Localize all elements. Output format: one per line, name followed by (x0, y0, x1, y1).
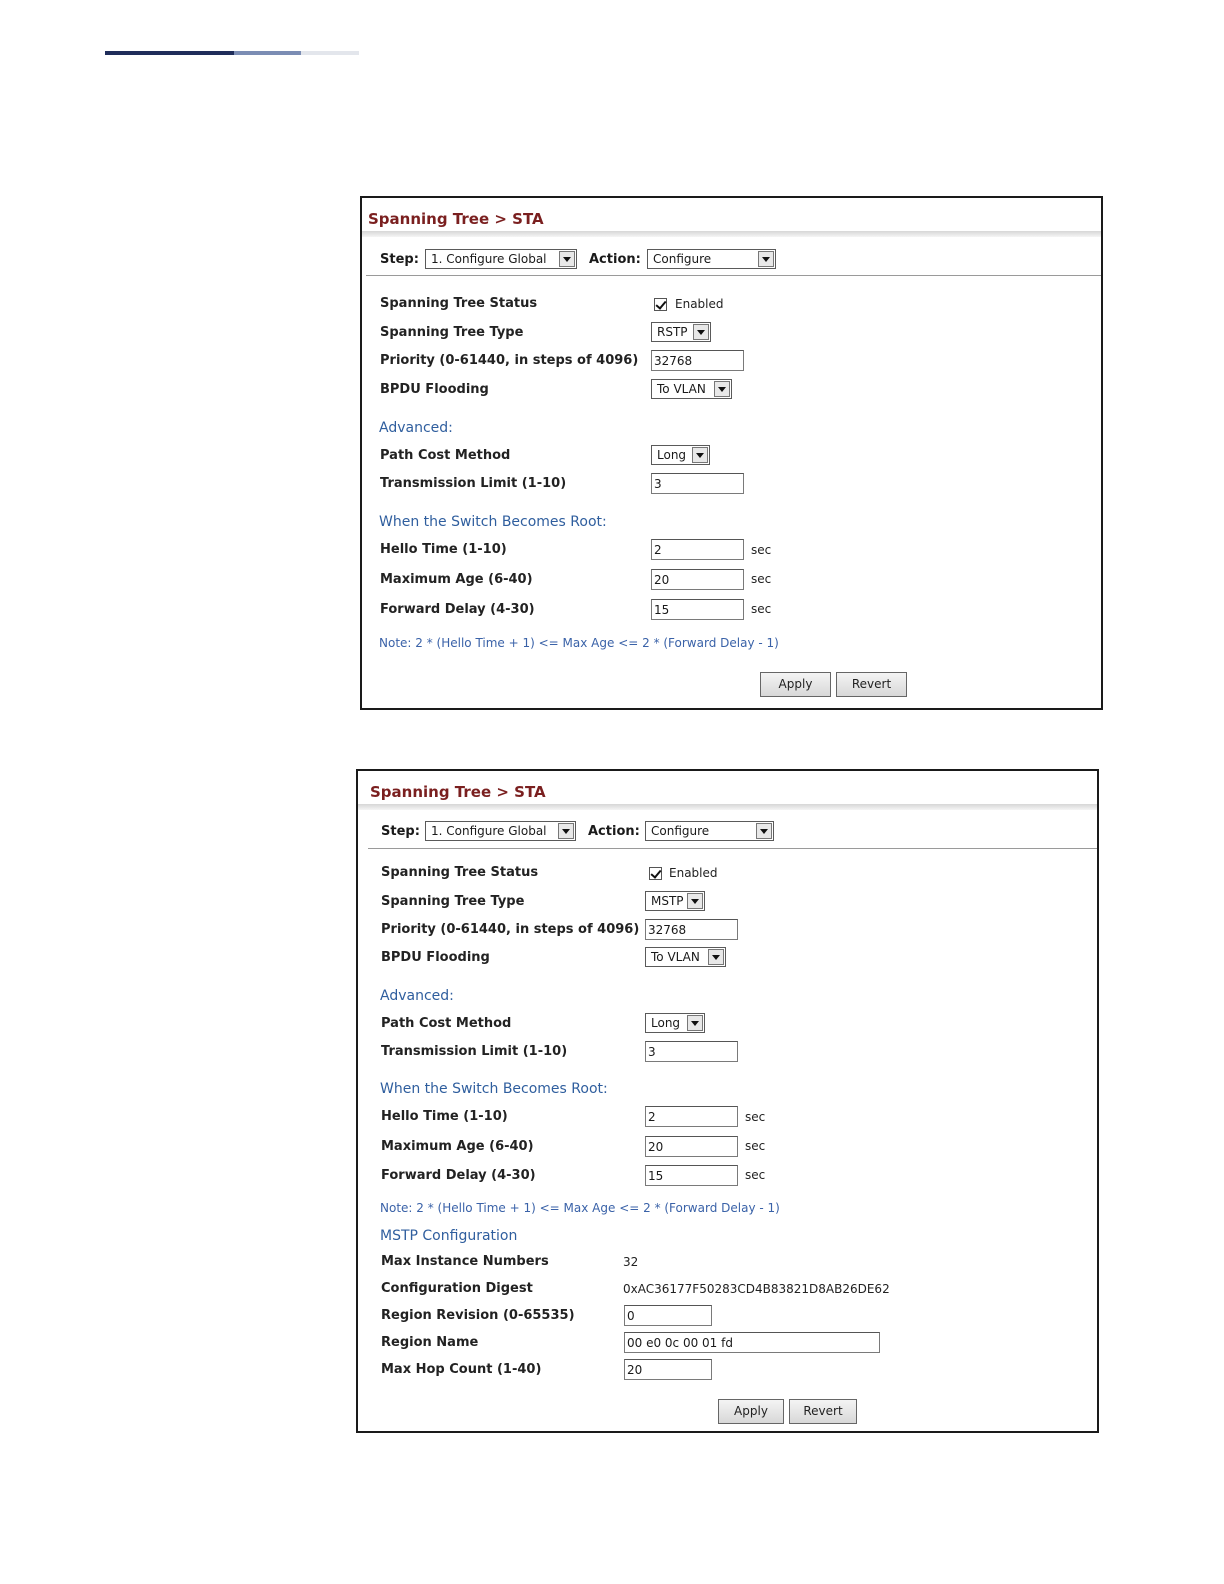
sta-panel-mstp (356, 769, 1099, 1433)
region-rev-input[interactable]: 0 (624, 1305, 712, 1326)
sta-panel-rstp (360, 196, 1103, 710)
chevron-down-icon (687, 893, 703, 909)
chevron-down-icon (559, 251, 575, 267)
mstp-heading: MSTP Configuration (380, 1228, 518, 1244)
status-checkbox[interactable] (654, 298, 667, 311)
chevron-down-icon (687, 1015, 703, 1031)
fwd-input[interactable]: 15 (645, 1165, 738, 1186)
fwd-label: Forward Delay (4-30) (380, 602, 535, 617)
status-checkbox-label: Enabled (669, 866, 718, 880)
header-rule-dark (105, 51, 234, 55)
txlimit-input[interactable]: 3 (645, 1041, 738, 1062)
pathcost-label: Path Cost Method (380, 448, 511, 463)
chevron-down-icon (756, 823, 772, 839)
apply-button[interactable]: Apply (718, 1399, 784, 1424)
chevron-down-icon (558, 823, 574, 839)
chevron-down-icon (693, 324, 709, 340)
timing-note: Note: 2 * (Hello Time + 1) <= Max Age <= 2 * (Forward Delay - 1) (379, 636, 779, 650)
priority-label: Priority (0-61440, in steps of 4096) (380, 353, 639, 368)
hello-unit: sec (751, 543, 772, 557)
chevron-down-icon (714, 381, 730, 397)
maxage-input[interactable]: 20 (645, 1136, 738, 1157)
priority-input[interactable]: 32768 (651, 350, 744, 371)
chevron-down-icon (692, 447, 708, 463)
status-label: Spanning Tree Status (380, 296, 538, 311)
maxage-label: Maximum Age (6-40) (380, 572, 533, 587)
step-action-bar (366, 240, 1101, 276)
max-hop-input[interactable]: 20 (624, 1359, 712, 1380)
type-label: Spanning Tree Type (380, 325, 524, 340)
digest-label: Configuration Digest (381, 1281, 533, 1296)
status-checkbox-label: Enabled (675, 297, 724, 311)
header-rule-light (301, 51, 359, 55)
region-name-label: Region Name (381, 1335, 479, 1350)
maxage-unit: sec (751, 572, 772, 586)
apply-button[interactable]: Apply (760, 672, 831, 697)
fwd-label: Forward Delay (4-30) (381, 1168, 536, 1183)
step-label: Step: (380, 252, 419, 267)
type-select-value: RSTP (657, 325, 688, 339)
advanced-heading: Advanced: (379, 420, 453, 436)
type-select[interactable] (651, 322, 711, 342)
digest-value: 0xAC36177F50283CD4B83821D8AB26DE62 (623, 1282, 890, 1296)
type-label: Spanning Tree Type (381, 894, 525, 909)
max-hop-label: Max Hop Count (1-40) (381, 1362, 542, 1377)
bpdu-select[interactable] (651, 379, 732, 399)
status-checkbox[interactable] (649, 867, 662, 880)
root-heading: When the Switch Becomes Root: (380, 1081, 608, 1097)
maxage-input[interactable]: 20 (651, 569, 744, 590)
hello-input[interactable]: 2 (645, 1106, 738, 1127)
pathcost-select-value: Long (651, 1016, 681, 1030)
priority-input[interactable]: 32768 (645, 919, 738, 940)
region-name-input[interactable]: 00 e0 0c 00 01 fd (624, 1332, 880, 1353)
revert-button[interactable]: Revert (789, 1399, 857, 1424)
region-rev-label: Region Revision (0-65535) (381, 1308, 575, 1323)
step-select-value: 1. Configure Global (431, 824, 547, 838)
step-select-value: 1. Configure Global (431, 252, 547, 266)
bpdu-select-value: To VLAN (657, 382, 706, 396)
title-separator (358, 804, 1097, 810)
step-action-bar (368, 813, 1097, 849)
bpdu-select[interactable] (645, 947, 726, 967)
pathcost-select[interactable] (645, 1013, 705, 1033)
root-heading: When the Switch Becomes Root: (379, 514, 607, 530)
action-select[interactable] (645, 821, 774, 841)
type-select[interactable] (645, 891, 705, 911)
hello-unit: sec (745, 1110, 766, 1124)
step-select[interactable] (425, 821, 576, 841)
step-select[interactable] (425, 249, 577, 269)
max-instance-label: Max Instance Numbers (381, 1254, 549, 1269)
txlimit-label: Transmission Limit (1-10) (381, 1044, 568, 1059)
hello-label: Hello Time (1-10) (381, 1109, 508, 1124)
max-instance-value: 32 (623, 1255, 639, 1269)
action-select-value: Configure (653, 252, 712, 266)
chevron-down-icon (758, 251, 774, 267)
priority-label: Priority (0-61440, in steps of 4096) (381, 922, 640, 937)
action-select[interactable] (647, 249, 776, 269)
action-label: Action: (588, 824, 640, 839)
action-label: Action: (589, 252, 641, 267)
type-select-value: MSTP (651, 894, 684, 908)
txlimit-input[interactable]: 3 (651, 473, 744, 494)
bpdu-label: BPDU Flooding (381, 950, 490, 965)
pathcost-select-value: Long (657, 448, 687, 462)
fwd-input[interactable]: 15 (651, 599, 744, 620)
step-label: Step: (381, 824, 420, 839)
panel-title: Spanning Tree > STA (370, 783, 546, 801)
header-rule-mid (234, 51, 301, 55)
hello-input[interactable]: 2 (651, 539, 744, 560)
action-select-value: Configure (651, 824, 710, 838)
fwd-unit: sec (751, 602, 772, 616)
chevron-down-icon (708, 949, 724, 965)
pathcost-label: Path Cost Method (381, 1016, 512, 1031)
page-header-rule (105, 51, 359, 55)
fwd-unit: sec (745, 1168, 766, 1182)
timing-note: Note: 2 * (Hello Time + 1) <= Max Age <= 2 * (Forward Delay - 1) (380, 1201, 780, 1215)
advanced-heading: Advanced: (380, 988, 454, 1004)
maxage-label: Maximum Age (6-40) (381, 1139, 534, 1154)
bpdu-select-value: To VLAN (651, 950, 700, 964)
pathcost-select[interactable] (651, 445, 710, 465)
panel-title: Spanning Tree > STA (368, 210, 544, 228)
txlimit-label: Transmission Limit (1-10) (380, 476, 567, 491)
maxage-unit: sec (745, 1139, 766, 1153)
status-label: Spanning Tree Status (381, 865, 539, 880)
hello-label: Hello Time (1-10) (380, 542, 507, 557)
bpdu-label: BPDU Flooding (380, 382, 489, 397)
revert-button[interactable]: Revert (836, 672, 907, 697)
title-separator (362, 231, 1101, 237)
